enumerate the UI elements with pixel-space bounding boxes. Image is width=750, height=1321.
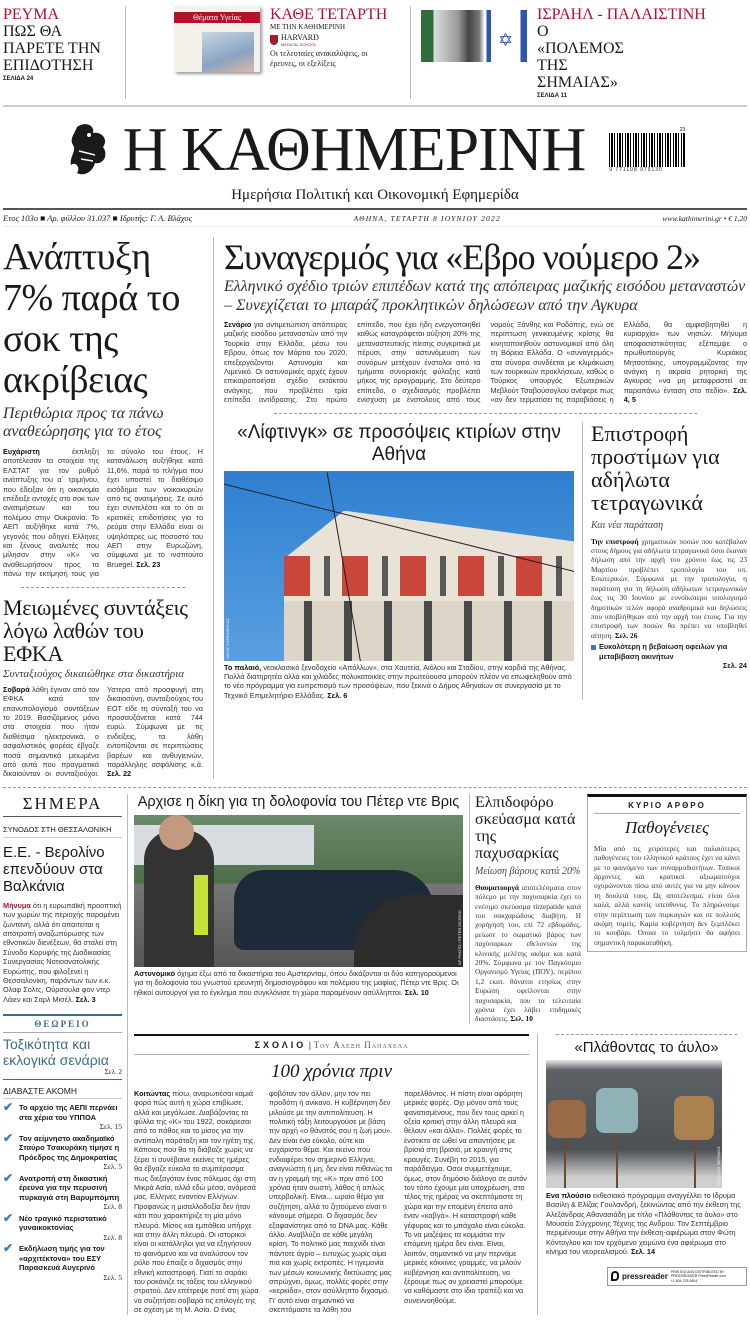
harvard-logo: HARVARD MEDICAL SCHOOL xyxy=(270,33,400,47)
cover-photo xyxy=(202,32,254,72)
cover-title: Θέματα Υγείας xyxy=(174,12,260,23)
lifting-story[interactable] xyxy=(224,422,574,701)
page-ref: Σελ. 5 xyxy=(103,1272,122,1282)
today-section xyxy=(3,794,122,838)
shield-icon xyxy=(270,35,278,45)
flag-photo xyxy=(421,10,527,62)
barcode: 23 9 771108 979130 xyxy=(609,127,686,173)
read-more-item[interactable]: ✔ Εκδήλωση τιμής για τον «αρχιτέκτονα» του ΕΣΥ Παρασκευά Αυγερινό Σελ. 5 xyxy=(3,1241,122,1282)
article-body: Μήνυμα ότι η ευρωπαϊκή προοπτική των χωρών της περιοχής παραμένει ζωντανή, αλλά ότι απαιτείται η αποτροπή αναζωπύρωσης των εθνοτικών διενέξεων, θα σταλεί στη Σύνοδο Κορυφής της Διαδικασίας Συνεργασίας Νοτιοανατολικής Ευρώπης, που φιλοξενεί η Θεσσαλονίκη, παρόντων των κ.κ. Ολαφ Σολτς, Ούρσουλα φον ντερ Λάιεν και Σαρλ Μισέλ. Σελ. 3 xyxy=(3,900,122,1004)
article-balkans[interactable] xyxy=(3,844,122,1004)
info-line xyxy=(3,208,747,227)
checkmark-icon: ✔ xyxy=(3,1130,14,1145)
read-more-list xyxy=(3,1100,122,1282)
headline: Παθογένειες xyxy=(624,817,709,837)
divider xyxy=(125,6,126,99)
checkmark-icon: ✔ xyxy=(3,1241,14,1256)
photo-credit: ΠΕΡΙΚΛΗΣ ΜΕΡΑΚΟΣ xyxy=(716,1145,721,1186)
top-section xyxy=(3,237,747,779)
checkmark-icon: ✔ xyxy=(3,1210,14,1225)
promo-text: Οι τελευταίες ανακαλύψεις, οι έρευνες, οι εξελίξεις xyxy=(270,49,368,68)
issue-info: Ετος 103ο ■ Αρ. φύλλου 31.037 ■ Ιδρυτής: Γ. Α. Βλάχος xyxy=(3,213,193,223)
section-header: ΔΙΑΒΑΣΤΕ ΑΚΟΜΗ xyxy=(3,1086,122,1099)
article-body: Ευχάριστη έκπληξη αποτέλεσαν τα στοιχεία της ΕΛΣΤΑΤ για τον ρυθμό ανάπτυξης του α΄ τριμήνου, που έδειξαν ότι η οικονομία επέδειξε αντοχές στο σοκ των ανατιμήσεων και του πολέμου στην Ουκρανία. Το ΑΕΠ αυξήθηκε κατά 7%, γεγονός που οδηγεί Ελληνες και ξένους αναλυτές που μίλησαν στην «Κ» να αναθεωρήσουν προς τα πάνω την εκτίμησή τους για το σύνολο του έτους. Η κατανάλωση αυξήθηκε κατά 11,6%, παρά το πλήγμα που έχει υποστεί το διαθέσιμο εισόδημα των νοικοκυριών από τις ανατιμήσεις. Σε αυτό έχει συντελέσει και το ότι οι κρατικές επιδοτήσεις για το ρεύμα στην Ελλάδα είναι οι υψηλότερες ως ποσοστό του ΑΕΠ στην Ευρωζώνη, σύμφωνα με το ινστιτούτο Bruegel. Σελ. 23 xyxy=(3,447,203,579)
article-pensions[interactable] xyxy=(3,596,203,779)
lower-row-1 xyxy=(134,794,747,1024)
griffin-logo xyxy=(65,121,113,179)
divider xyxy=(3,787,747,788)
lower-main xyxy=(134,794,747,1315)
subheadline: Μείωση βάρους κατά 20% xyxy=(475,865,581,877)
promo-kicker: ΙΣΡΑΗΛ - ΠΑΛΑΙΣΤΙΝΗ xyxy=(537,6,706,23)
article-body: Σενάριο για αντιμετώπιση απόπειρας μαζικής εισόδου μεταναστών από την Τουρκία στην Ελλάδα, μέσω του Εβρου, όπως τον Μάρτιο του 2020, επεξεργάζονται Αστυνομία και Λιμενικό. Οι αστυνομικές αρχές έχουν επικαιροποιήσει σχέδιο εκτάκτου ανάγκης, που προβλέπει τρία επίπεδα αντίδρασης. Στο πρώτο επίπεδο, που έχει ήδη ενεργοποιηθεί καθώς καταγράφεται αύξηση 20% της μεταναστευτικής πίεσης συγκριτικά με πέρυσι, στην αστυνόμευση των συνόρων μετέχουν ένστολοι από τα τμήματα συνοριακής φύλαξης κατά μήκος της οριογραμμής. Στο δεύτερο επίπεδο, ο σχεδιασμός προβλέπει ενίσχυση με ένστολους από τους νομούς Ξάνθης και Ροδόπης, ενώ σε περίπτωση γενικευμένης κρίσης θα κινητοποιηθούν αστυνομικοί από όλη τη Βόρεια Ελλάδα. Ο «συναγερμός» στα σύνορα συνδέεται με κλιμάκωση των τουρκικών προκλήσεων, καθώς ο Τούρκος υπουργός Εξωτερικών Μεβλούτ Τσαβούσογλου ανέφερε πως «αν δεν τερματίσει τις παραβιάσεις η Ελλάδα, θα αμφισβητηθεί η κυριαρχία» των νησιών. Μήνυμα αποφασιστικότητας εξέπεμψε ο πρωθυπουργός Κυριάκος Μητσοτάκης, υπογραμμίζοντας την ανάγκη η ακραία ρητορική της Αγκυρας «να μη μεταφραστεί σε παραπάνω ένταση στο πεδίο». Σελ. 4, 5 xyxy=(224,320,747,405)
article-main[interactable] xyxy=(224,237,747,405)
read-more-item[interactable]: ✔ Ανατροπή στη δικαστική έρευνα για την περυσινή πυρκαγιά στη Βαρυμπόμπη Σελ. 8 xyxy=(3,1170,122,1212)
right-column xyxy=(213,237,747,779)
comment-headline: 100 χρόνια πριν xyxy=(270,1060,392,1082)
pressreader-logo-icon xyxy=(611,1271,619,1281)
article-growth[interactable] xyxy=(3,237,203,579)
comment-section[interactable] xyxy=(134,1034,529,1315)
devries-story[interactable] xyxy=(134,794,463,1024)
article-body: Θαυματουργά αποτελέσματα στον πόλεμο με την παχυσαρκία έχει το ενέσιμο σκεύασμα tirzepatide κατά του σακχαρώδους διαβήτη. Η χορήγησή του, επί 72 εβδομάδες, μείωσε το σωματικό βάρος των παχύσαρκων εθελοντών της κλινικής μελέτης ακόμα και κατά 20%. Σύμφωνα με τον Παγκόσμιο Οργανισμό Υγείας (ΠΟΥ), περίπου 1,2 εκατ. θάνατοι ετησίως στην Ευρώπη οφείλονται στην παχυσαρκία, που τα τελευταία χρόνια έχει λάβει επιδημικές διαστάσεις. Σελ. 10 xyxy=(475,882,581,1024)
devries-headline: Αρχισε η δίκη για τη δολοφονία του Πέτερ ντε Βρις xyxy=(137,793,460,810)
section-header: ΘΕΩΡΕΙΟ xyxy=(3,1016,122,1033)
promo-title: ΠΩΣ ΘΑ ΠΑΡΕΤΕ ΤΗΝ ΕΠΙΔΟΤΗΣΗ xyxy=(3,23,101,74)
kicker: ΣΥΝΟΔΟΣ ΣΤΗ ΘΕΣΣΑΛΟΝΙΚΗ xyxy=(3,825,122,838)
article-body: Κοιτώντας πίσω, αναρωτιέσαι καμιά φορά πώς αυτή η χώρα επιβίωσε, αλλά και μεγάλωσε. Διαβάζοντας τα φύλλα της «Κ» του 1922, σοκάρεσαι από το πάθος και το μίσος για την αντίπαλη παράταξη και τον ηγέτη της. Κάποιος που θα τη διάβαζε χωρίς να ξέρει τι συνέβαινε εκείνες τις ημέρες θα έβγαζε εύκολα το συμπέρασμα πως διεξαγόταν ένας πόλεμος όχι στη Μικρά Ασία, αλλά εδώ μέσα, ανάμεσά μας. Ελληνες εναντίον Ελλήνων. Προφανώς η μισαλλοδοξία δεν ήταν κάτι που χαρακτήριζε τη μία μόνο πλευρά. Μίσος και εμπάθεια υπήρχε και στην άλλη πλευρά. Οι ιστορικοί είναι οι κατάλληλοι για να εξηγήσουν το φαινόμενο και να αναλύσουν τον ρόλο που έπαιξε ο διχασμός στην εθνική καταστροφή. Γιατί το σαράκι του ροκάνιζε τις τάξεις του ελληνικού στρατού. Δεν επέτρεψε ποτέ στη χώρα να συζητήσει σοβαρά τις επιλογές της σε σχέση με τη Μ. Ασία. Ο ένας φοβόταν τον άλλον, μην τον πει προδότη ή ανίκανο. Η κυβέρνηση δεν μιλούσε με την αντιπολίτευση. Η πολιτική τάξη λειτουργούσε με βάση την αρχή «ο θάνατός σου η ζωή μου». Δεν είναι ένα εύκολο, ούτε και ευχάριστο θέμα. Και εκείνο που ενδιαφέρει τον σημερινό Ελληνα, αναγνώστη ή μη, δεν είναι πιθανώς τα αν η γραμμή της «Κ» πριν από 100 χρόνια ήταν σωστή, λάθος ή απλώς υπερβολική. Είναι... ωραίο θέμα για συζήτηση, αλλά το ζητούμενο είναι τι κάνουμε σήμερα. Ο διχασμός δεν εξαφανίστηκε από το DNA μας. Κάθε άλλο. Αναβλύζει σε κάθε μεγάλη κρίση. Το πολιτικό μας παιχνίδι είναι πάντοτε άγριο – ευτυχώς χωρίς αίμα πια και χωρίς εκτροπές. Η ηγεμονία των μέσων κοινωνικής δικτύωσης μας σπρώχνει, όμως, πολλές φορές στην «κερκίδα», στον ασύλληπτο διχασμό. Γι' αυτό είναι σημαντικό να σκεπτόμαστε τα λάθη του παρελθόντος. Η πίστη είναι αφόρητη μερικές φορές. Οχι μόνον από τους φανατισμένους, που δεν τους αρκεί η οξεία κριτική στην άλλη πλευρά και θέλουν «και άλλα». Πολλές φορές το ένστικτο σε ωθεί να απαντήσεις με βρισιά στη βρισιά, με κραυγή στις κραυγές. Συνέβη το 2015, για παράδειγμα. Οσοι συμμετέχουμε, όμως, στον δημόσιο διάλογο σε αυτόν τον τόπο έχουμε μία υποχρέωση, στο τέλος της ημέρας να σκεπτόμαστε τη χώρα και την επομένη έπειτα από έναν «καβγά». Η καταστροφή κάθε γέφυρας και το μπάχαλο είναι εύκολα. Το να μαζέψεις τα κομμάτια την επόμενη ημέρα δεν είναι. Είναι, λοιπόν, σημαντικό να μην περνάμε μερικές κόκκινες γραμμές, να μιλούν κυβέρνηση και αντιπολίτευση, να ξέρουμε πως αν χρειαστεί μπορούμε να καθόμαστε στο ίδιο τραπέζι και να συνεννοηθούμε. xyxy=(134,1088,527,1315)
read-more-box xyxy=(3,1086,122,1282)
subheadline: Συνταξιούχος δικαιώθηκε στα δικαστήρια xyxy=(3,667,185,680)
divider xyxy=(21,587,185,588)
masthead xyxy=(3,117,747,183)
lower-row-2 xyxy=(134,1034,747,1315)
left-column xyxy=(3,237,203,779)
left-sidebar xyxy=(3,794,128,1315)
promo-sub: ΜΕ ΤΗΝ ΚΑΘΗΜΕΡΙΝΗ xyxy=(270,23,346,31)
promo-page: ΣΕΛΙΔΑ 11 xyxy=(537,93,567,99)
headline: Ε.Ε. - Βερολίνο επενδύουν στα Βαλκάνια xyxy=(3,843,105,895)
checkmark-icon: ✔ xyxy=(3,1170,14,1185)
article-body: Μία από τις χειρότερες και παλαιότερες παθογένειες του ελληνικού κράτους έχει να κάνει με το φαινόμενο των συναρμοδιοτήτων. Τοπικοί άρχοντες και κρατικοί αξιωματούχοι οχυρώνονται πίσω από αυτές για να μην κάνουν τη δουλειά τους. Ως αποτέλεσμα, είναι όλοι καλά, αλλά κανείς υπεύθυνος. Το πληρώνουμε στην περίπτωση των πυρκαγιών και σε πολλούς ακόμη τομείς. Καμία κυβέρνηση δεν ξεμπλέκει το κουβάρι. Οποια το τολμήσει θα αφήσει σημαντική παρακαταθήκη. xyxy=(594,843,740,947)
promo-title: Ο «ΠΟΛΕΜΟΣ ΤΗΣ ΣΗΜΑΙΑΣ» xyxy=(537,23,624,91)
page-ref: Σελ. 8 xyxy=(103,1202,122,1212)
building-photo xyxy=(224,471,574,661)
checkmark-icon: ✔ xyxy=(3,1100,14,1115)
police-photo xyxy=(134,815,463,967)
article-fines[interactable] xyxy=(582,422,747,701)
sculpture-story[interactable] xyxy=(537,1034,747,1315)
page-ref: Σελ. 8 xyxy=(103,1232,122,1242)
comment-header: ΣΧΟΛΙΟ | Του Αλεξη Παπαχελα xyxy=(134,1036,529,1055)
main-headline: Συναγερμός για «Εβρο νούμερο 2» xyxy=(224,237,701,277)
photo-credit: ΝΙΚΟΣ ΚΑΡΑΝΙΚΟΛΑΣ xyxy=(225,617,230,659)
page-ref: Σελ. 2 xyxy=(3,1068,122,1080)
sculpture-photo xyxy=(546,1060,722,1188)
main-subheadline: Ελληνικό σχέδιο τριών επιπέδων κατά της απόπειρας μαζικής εισόδου μεταναστών – Συνεχίζεται το μπαράζ προκλητικών δηλώσεων από την Αγκυρα xyxy=(224,278,746,314)
newspaper-title: Η ΚΑΘΗΜΕΡΙΝΗ xyxy=(122,116,586,184)
pressreader-badge[interactable]: pressreader PRINTED AND DISTRIBUTED BY PRESSREADER PressReader.com +1 604 278 4604 xyxy=(607,1267,747,1287)
headline: Ανάπτυξη 7% παρά το σοκ της ακρίβειας xyxy=(3,236,180,401)
photo-caption: Αστυνομικό όχημα έξω από τα δικαστήρια του Αμστερνταμ, όπου δικάζονται οι δύο κατηγορούμενοι για τη δολοφονία του γνωστού ερευνητή δημοσιογράφου και πολέμιου της μαφίας, Πέτερ ντε Βρις. Οι ηθικοί αυτουργοί για το έγκλημα που συγκλόνισε τη χώρα παραμένουν ασύλληπτοι. Σελ. 10 xyxy=(134,968,459,997)
section-header: ΚΥΡΙΟ ΑΡΘΡΟ xyxy=(594,801,740,814)
newspaper-subtitle: Ημερήσια Πολιτική και Οικονομική Εφημερίδα xyxy=(231,187,519,203)
headline: Τοξικότητα και εκλογικά σενάρια xyxy=(3,1036,109,1069)
lifting-headline: «Λίφτινγκ» σε προσόψεις κτιρίων στην Αθήνα xyxy=(237,421,561,465)
website-price: www.kathimerini.gr • € 1,20 xyxy=(662,214,747,223)
photo-credit: AP PHOTO / PETER DEJONG xyxy=(457,909,462,965)
promo-kicker: ΚΑΘΕ ΤΕΤΑΡΤΗ xyxy=(270,6,388,23)
page-ref: Σελ. 5 xyxy=(103,1162,122,1172)
health-supplement-cover[interactable] xyxy=(174,6,260,72)
subheadline: Και νέα παράταση xyxy=(591,519,664,531)
bullet-icon xyxy=(591,645,596,650)
article-obesity[interactable] xyxy=(469,794,581,1024)
issue-date: ΑΘΗΝΑ, ΤΕΤΑΡΤΗ 8 ΙΟΥΝΙΟΥ 2022 xyxy=(353,214,501,223)
promo-electricity[interactable] xyxy=(3,6,115,82)
related-link[interactable]: Ευκολότερη η βεβαίωση οφειλών για μεταβίβαση ακινήτων Σελ. 24 xyxy=(591,642,747,670)
article-body: Την επιστροφή χρηματικών ποσών που κατέβαλαν στους δήμους για αδήλωτα τετραγωνικά όσοι έκαναν δήλωση από την αρχή του χρόνου έως τις 23 Μαρτίου προβλέπει τροπολογία του υπ. Εσωτερικών. Σύμφωνα με την τροπολογία, η παράταση για τη δήλωση αδήλωτων τετραγωνικών έως τις 30 Ιουνίου με ευνοϊκότερο υπολογισμό δημοτικών τελών αφορά αναδρομικά και δηλώσεις που υποβλήθηκαν από την αρχή του έτους. Για την επιστροφή των ποσών θα πρέπει να υποβληθεί αίτηση. Σελ. 26 xyxy=(591,536,747,640)
promo-page: ΣΕΛΙΔΑ 24 xyxy=(3,76,34,82)
theoreio-box[interactable] xyxy=(3,1014,122,1080)
section-label: ΣΧΟΛΙΟ xyxy=(254,1039,307,1050)
lifting-row xyxy=(224,422,747,701)
headline: Μειωμένες συντάξεις λόγω λαθών του ΕΦΚΑ xyxy=(3,594,188,666)
subheadline: Περιθώρια προς τα πάνω αναθεώρησης για το έτος xyxy=(3,405,164,440)
promo-health[interactable] xyxy=(270,6,400,69)
page-ref: Σελ. 15 xyxy=(99,1122,122,1132)
editorial-box[interactable] xyxy=(587,794,747,952)
article-body: Σοβαρά λάθη έγιναν από τον ΕΦΚΑ κατά τον επανυπολογισμό συντάξεων το 2019. Βασιζόμενος μόνο στα στοιχεία που ήταν διαθέσιμα ηλεκτρονικά, ο ασφαλιστικός φορέας έβγαζε ποσά σημαντικά μειωμένα από αυτά που πραγματικά δικαιούνταν οι συνταξιούχοι. Υστερα από προσφυγή στη δικαιοσύνη, συνταξιούχος του ΕΟΤ είδε τη σύνταξή του να προσαυξάνεται κατά 744 ευρώ. Σύμφωνα με τις ενδείξεις, τα λάθη εντοπίζονται σε περιπτώσεις βαρέων και ανθυγιεινών, παράλληλης ασφάλισης κ.ά. Σελ. 22 xyxy=(3,684,203,779)
read-more-item[interactable]: ✔ Τον αείμνηστο ακαδημαϊκό Σταύρο Τσακυράκη τίμησε η Πρόεδρος της Δημοκρατίας Σελ. 5 xyxy=(3,1130,122,1172)
promo-kicker: ΡΕΥΜΑ xyxy=(3,6,60,23)
read-more-item[interactable]: ✔ Νέο τραγικό περιστατικό γυναικοκτονίας Σελ. 8 xyxy=(3,1210,122,1242)
divider xyxy=(274,413,697,414)
sculpture-headline: «Πλάθοντας το άυλο» xyxy=(574,1038,719,1056)
headline: Επιστροφή προστίμων για αδήλωτα τετραγωνικά xyxy=(591,420,720,515)
section-header: ΣΗΜΕΡΑ xyxy=(3,794,122,817)
read-more-item[interactable]: ✔ Το αρχείο της ΑΕΠΙ περνάει στα χέρια του ΥΠΠΟΑ Σελ. 15 xyxy=(3,1100,122,1132)
author: Του Αλεξη Παπαχελα xyxy=(313,1039,409,1050)
divider xyxy=(556,1034,737,1035)
photo-caption: Ενα πλούσιο εκθεσιακό πρόγραμμα αναγγέλλει το Ιδρυμα Βασίλη & Ελίζας Γουλανδρή, ξεκινώντας από την έκθεση της Αλεξάνδρας Αθανασιάδη με τίτλο «Πλάθοντας το άυλο» στο Μουσείο Σύγχρονης Τέχνης της Ανδρου. Τον Σεπτέμβριο περιμένουμε στην Αθήνα την έκθεση-αφιέρωμα στον Φώτη Κόντογλου και τον ερχόμενο χειμώνα ένα αφιέρωμα στο κίνημα του νεορεαλισμού. Σελ. 14 xyxy=(546,1190,741,1257)
photo-caption: Το παλαιό, νεοκλασικό ξενοδοχείο «Απόλλων», στα Χαυτεία, Αιόλου και Σταδίου, στην καρδιά της Αθήνας. Πολλά διατηρητέα αλλά και χιλιάδες πολυκατοικίες στην πρωτεύουσα μπορούν πλέον να επωφεληθούν από το νέο πρόγραμμα για ευπρεπισμό των προσόψεων, που ξεκινά ο Δήμος Αθηναίων σε συνεργασία με το Τεχνικό Επιμελητήριο Ελλάδας. Σελ. 6 xyxy=(224,662,572,700)
divider xyxy=(410,6,411,99)
star-of-david-icon: ✡ xyxy=(498,30,514,50)
lower-section xyxy=(3,794,747,1315)
headline: Ελπιδοφόρο σκεύασμα κατά της παχυσαρκίας xyxy=(475,793,576,862)
promo-strip xyxy=(3,6,747,107)
promo-israel[interactable] xyxy=(537,6,747,99)
